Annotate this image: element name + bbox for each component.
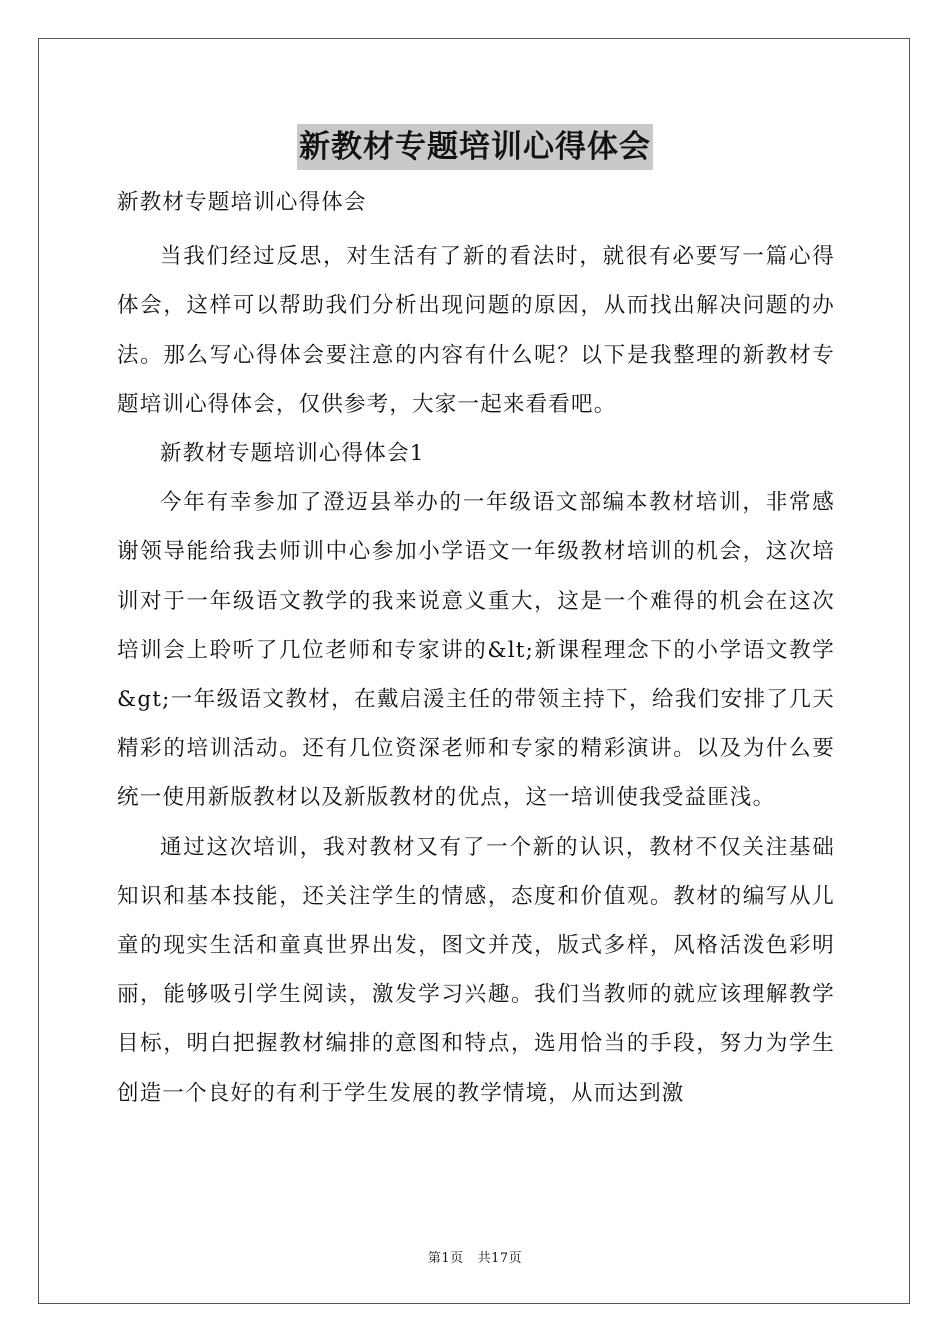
page-footer (0, 1247, 950, 1266)
body-paragraph: 通过这次培训，我对教材又有了一个新的认识，教材不仅关注基础知识和基本技能，还关注学生的情感，态度和价值观。教材的编写从儿童的现实生活和童真世界出发，图文并茂，版式多样，风格活泼色彩明丽，能够吸引学生阅读，激发学习兴趣。我们当教师的就应该理解教学目标，明白把握教材编排的意图和特点，选用恰当的手段，努力为学生创造一个良好的有利于学生发展的教学情境，从而达到激 (117, 834, 835, 1106)
page-total: 共17页 (477, 1251, 523, 1266)
document-subtitle: 新教材专题培训心得体会 (117, 190, 367, 215)
page-number: 第1页 (427, 1251, 464, 1266)
body-paragraph: 今年有幸参加了澄迈县举办的一年级语文部编本教材培训，非常感谢领导能给我去师训中心参加小学语文一年级教材培训的机会，这次培训对于一年级语文教学的我来说意义重大，这是一个难得的机会在这次培训会上聆听了几位老师和专家讲的&lt;新课程理念下的小学语文教学&gt;一年级语文教材，在戴启湲主任的带领主持下，给我们安排了几天精彩的培训活动。还有几位资深老师和专家的精彩演讲。以及为什么要统一使用新版教材以及新版教材的优点，这一培训使我受益匪浅。 (117, 490, 835, 811)
section-heading: 新教材专题培训心得体会1 (160, 441, 425, 467)
document-title: 新教材专题培训心得体会 (297, 124, 653, 170)
intro-paragraph: 当我们经过反思，对生活有了新的看法时，就很有必要写一篇心得体会，这样可以帮助我们分析出现问题的原因，从而找出解决问题的办法。那么写心得体会要注意的内容有什么呢？以下是我整理的新教材专题培训心得体会，仅供参考，大家一起来看看吧。 (117, 244, 835, 417)
document-body (117, 178, 835, 1118)
title-container (0, 124, 950, 170)
